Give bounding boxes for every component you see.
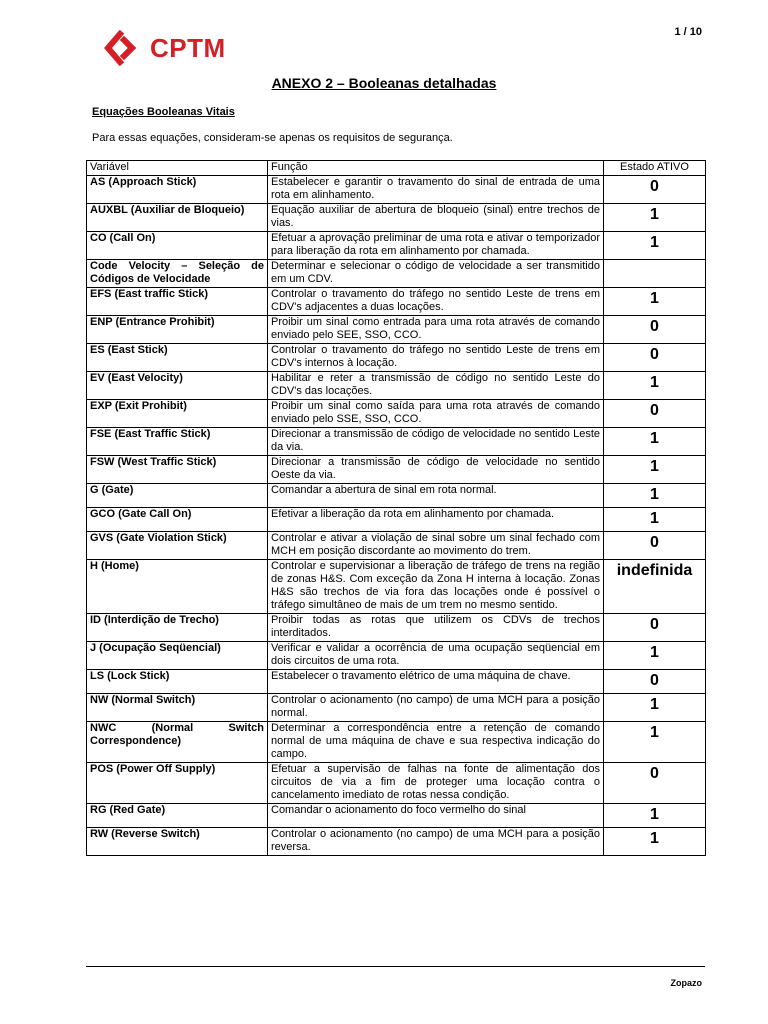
cell-function: Efetuar a aprovação preliminar de uma rota e ativar o temporizador para liberação da rota em alinhamento por chamada. — [268, 232, 604, 260]
cell-function: Proibir todas as rotas que utilizem os CDVs de trechos interditados. — [268, 614, 604, 642]
cell-variable: RG (Red Gate) — [87, 804, 268, 828]
table-row — [87, 288, 706, 316]
header-function: Função — [268, 161, 604, 176]
cell-function: Direcionar a transmissão de código de velocidade no sentido Leste da via. — [268, 428, 604, 456]
cell-state: 1 — [604, 204, 706, 232]
cell-variable: AUXBL (Auxiliar de Bloqueio) — [87, 204, 268, 232]
cell-state: 1 — [604, 232, 706, 260]
table-body — [87, 176, 706, 856]
table-row — [87, 763, 706, 804]
table-row — [87, 614, 706, 642]
cell-state: 1 — [604, 642, 706, 670]
table-row — [87, 232, 706, 260]
cell-function: Comandar a abertura de sinal em rota normal. — [268, 484, 604, 508]
table-row — [87, 316, 706, 344]
cell-state: 1 — [604, 804, 706, 828]
table-row — [87, 722, 706, 763]
table-row — [87, 400, 706, 428]
cell-function: Estabelecer e garantir o travamento do sinal de entrada de uma rota em alinhamento. — [268, 176, 604, 204]
cell-variable: H (Home) — [87, 560, 268, 614]
cell-variable: CO (Call On) — [87, 232, 268, 260]
cell-function: Controlar o acionamento (no campo) de uma MCH para a posição normal. — [268, 694, 604, 722]
cell-function: Controlar e supervisionar a liberação de tráfego de trens na região de zonas H&S. Com exceção da Zona H interna à locação. Zonas H&S são trechos de via fora das locações onde é possível o tráfego simultâneo de mais de um trem no mesmo sentido. — [268, 560, 604, 614]
table-row — [87, 456, 706, 484]
cell-state: 1 — [604, 456, 706, 484]
cell-function: Efetivar a liberação da rota em alinhamento por chamada. — [268, 508, 604, 532]
footer-divider — [86, 966, 705, 967]
cell-variable: NWC (Normal Switch Correspondence) — [87, 722, 268, 763]
cell-function: Equação auxiliar de abertura de bloqueio (sinal) entre trechos de vias. — [268, 204, 604, 232]
cell-state: 0 — [604, 344, 706, 372]
table-row — [87, 176, 706, 204]
cell-variable: RW (Reverse Switch) — [87, 828, 268, 856]
cell-state: 1 — [604, 372, 706, 400]
intro-paragraph: Para essas equações, consideram-se apenas os requisitos de segurança. — [92, 132, 453, 144]
cell-state: 1 — [604, 828, 706, 856]
table-row — [87, 532, 706, 560]
cell-variable: LS (Lock Stick) — [87, 670, 268, 694]
cell-state: 0 — [604, 670, 706, 694]
cell-function: Controlar o travamento do tráfego no sentido Leste de trens em CDV's adjacentes a duas locações. — [268, 288, 604, 316]
cell-state: 1 — [604, 694, 706, 722]
cell-function: Controlar o acionamento (no campo) de uma MCH para a posição reversa. — [268, 828, 604, 856]
cell-state: 1 — [604, 484, 706, 508]
table-row — [87, 344, 706, 372]
cell-state: 1 — [604, 428, 706, 456]
cell-variable: EXP (Exit Prohibit) — [87, 400, 268, 428]
logo-text: CPTM — [150, 33, 226, 63]
cell-variable: NW (Normal Switch) — [87, 694, 268, 722]
table-row — [87, 642, 706, 670]
cell-state: 0 — [604, 532, 706, 560]
cell-variable: GCO (Gate Call On) — [87, 508, 268, 532]
cell-state: 1 — [604, 508, 706, 532]
table-row — [87, 260, 706, 288]
cell-function: Comandar o acionamento do foco vermelho do sinal — [268, 804, 604, 828]
table-row — [87, 484, 706, 508]
cell-function: Controlar o travamento do tráfego no sentido Leste de trens em CDV's internos à locação. — [268, 344, 604, 372]
cell-function: Proibir um sinal como entrada para uma rota através de comando enviado pelo SEE, SSO, CCO. — [268, 316, 604, 344]
cell-state: 0 — [604, 316, 706, 344]
table-row — [87, 804, 706, 828]
cell-state: 0 — [604, 176, 706, 204]
footer-text: Zopazo — [670, 978, 702, 988]
cell-function: Determinar e selecionar o código de velocidade a ser transmitido em um CDV. — [268, 260, 604, 288]
cptm-logo-icon — [102, 30, 142, 66]
table-row — [87, 372, 706, 400]
cell-variable: ES (East Stick) — [87, 344, 268, 372]
table-row — [87, 828, 706, 856]
table-row — [87, 560, 706, 614]
table-row — [87, 508, 706, 532]
cell-variable: J (Ocupação Seqüencial) — [87, 642, 268, 670]
cell-function: Verificar e validar a ocorrência de uma ocupação seqüencial em dois circuitos de uma rota. — [268, 642, 604, 670]
cell-variable: AS (Approach Stick) — [87, 176, 268, 204]
cell-variable: ID (Interdição de Trecho) — [87, 614, 268, 642]
cell-variable: EV (East Velocity) — [87, 372, 268, 400]
section-subtitle: Equações Booleanas Vitais — [92, 106, 235, 118]
cell-variable: Code Velocity – Seleção de Códigos de Velocidade — [87, 260, 268, 288]
cptm-logo — [102, 30, 226, 66]
table-row — [87, 670, 706, 694]
cell-function: Estabelecer o travamento elétrico de uma máquina de chave. — [268, 670, 604, 694]
boolean-equations-table — [86, 160, 706, 856]
table-row — [87, 428, 706, 456]
cell-function: Efetuar a supervisão de falhas na fonte de alimentação dos circuitos de via a fim de proteger uma locação contra o cancelamento imediato de rotas nessa condição. — [268, 763, 604, 804]
cell-state — [604, 260, 706, 288]
cell-state: 0 — [604, 614, 706, 642]
cell-state: 0 — [604, 400, 706, 428]
cell-function: Proibir um sinal como saída para uma rota através de comando enviado pelo SSE, SSO, CCO. — [268, 400, 604, 428]
header-state: Estado ATIVO — [604, 161, 706, 176]
table-header-row — [87, 161, 706, 176]
cell-state: 1 — [604, 722, 706, 763]
header-variable: Variável — [87, 161, 268, 176]
table-row — [87, 694, 706, 722]
page-number: 1 / 10 — [674, 26, 702, 38]
cell-state: 0 — [604, 763, 706, 804]
cell-variable: ENP (Entrance Prohibit) — [87, 316, 268, 344]
cell-state: indefinida — [604, 560, 706, 614]
cell-variable: FSE (East Traffic Stick) — [87, 428, 268, 456]
cell-function: Habilitar e reter a transmissão de código no sentido Leste do CDV's das locações. — [268, 372, 604, 400]
cell-function: Direcionar a transmissão de código de velocidade no sentido Oeste da via. — [268, 456, 604, 484]
cell-variable: FSW (West Traffic Stick) — [87, 456, 268, 484]
page-title: ANEXO 2 – Booleanas detalhadas — [271, 75, 497, 91]
cell-variable: EFS (East traffic Stick) — [87, 288, 268, 316]
table-row — [87, 204, 706, 232]
cell-function: Determinar a correspondência entre a retenção de comando normal de uma máquina de chave e sua respectiva indicação do campo. — [268, 722, 604, 763]
cell-variable: GVS (Gate Violation Stick) — [87, 532, 268, 560]
cell-function: Controlar e ativar a violação de sinal sobre um sinal fechado com MCH em posição discordante ao movimento do trem. — [268, 532, 604, 560]
cell-variable: G (Gate) — [87, 484, 268, 508]
cell-variable: POS (Power Off Supply) — [87, 763, 268, 804]
cell-state: 1 — [604, 288, 706, 316]
